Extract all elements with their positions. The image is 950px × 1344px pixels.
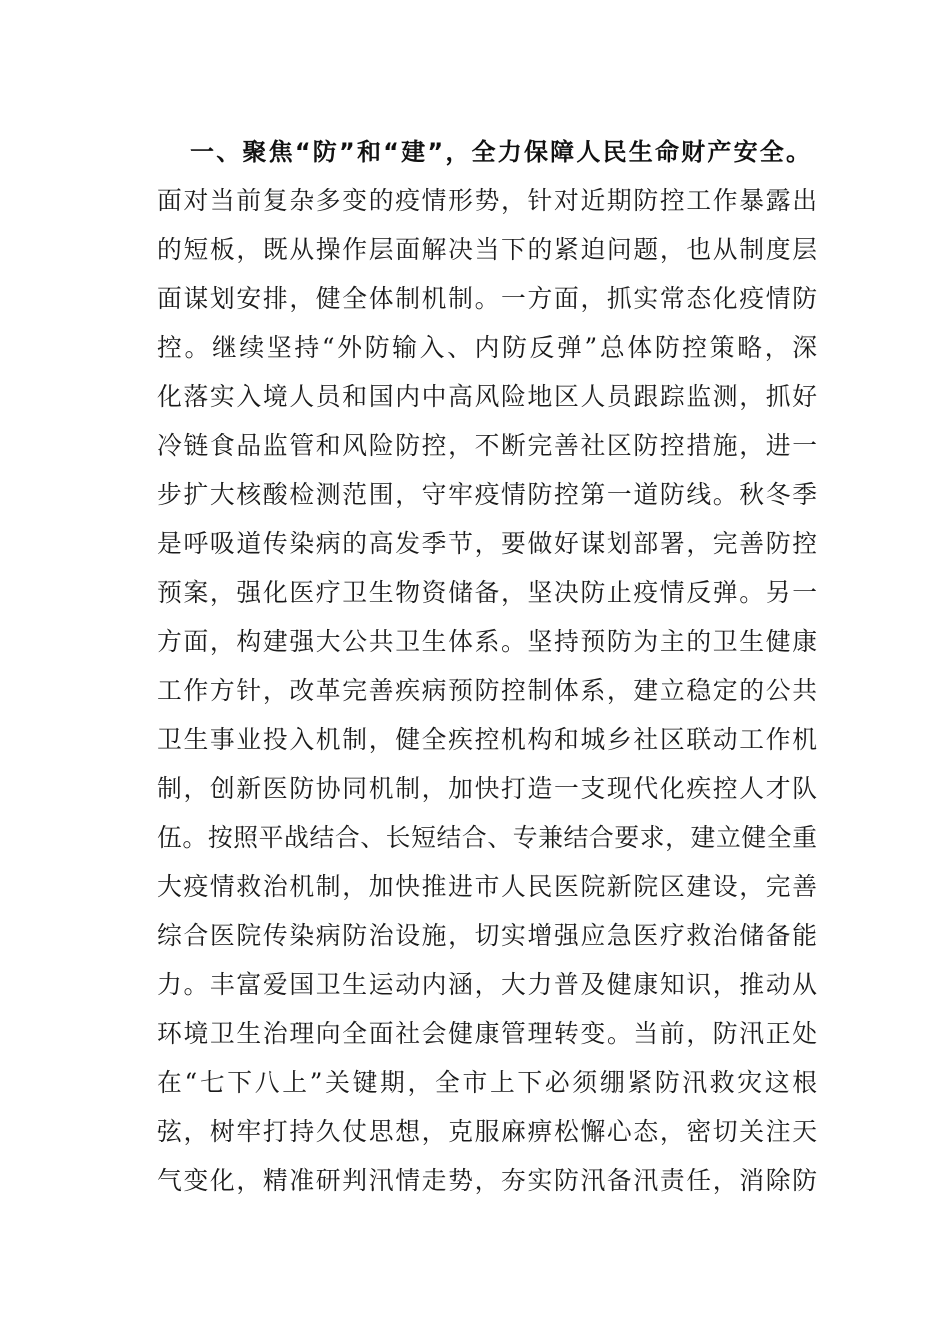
body-line: 控。继续坚持“外防输入、内防反弹”总体防控策略，深 <box>157 333 817 362</box>
body-line: 步扩大核酸检测范围，守牢疫情防控第一道防线。秋冬季 <box>157 480 817 509</box>
body-line: 气变化，精准研判汛情走势，夯实防汛备汛责任，消除防 <box>157 1166 817 1195</box>
body-line: 在“七下八上”关键期，全市上下必须绷紧防汛救灾这根 <box>157 1068 817 1097</box>
section-heading: 一、聚焦“防”和“建”，全力保障人民生命财产安全。 <box>190 138 810 166</box>
body-line: 弦，树牢打持久仗思想，克服麻痹松懈心态，密切关注天 <box>157 1117 817 1146</box>
body-line: 预案，强化医疗卫生物资储备，坚决防止疫情反弹。另一 <box>157 578 817 607</box>
body-line: 面对当前复杂多变的疫情形势，针对近期防控工作暴露出 <box>157 186 817 215</box>
body-line: 面谋划安排，健全体制机制。一方面，抓实常态化疫情防 <box>157 284 817 313</box>
body-line: 卫生事业投入机制，健全疾控机构和城乡社区联动工作机 <box>157 725 817 754</box>
body-line: 大疫情救治机制，加快推进市人民医院新院区建设，完善 <box>157 872 817 901</box>
body-line: 伍。按照平战结合、长短结合、专兼结合要求，建立健全重 <box>157 823 817 852</box>
body-line: 环境卫生治理向全面社会健康管理转变。当前，防汛正处 <box>157 1019 817 1048</box>
body-line: 综合医院传染病防治设施，切实增强应急医疗救治储备能 <box>157 921 817 950</box>
body-line: 是呼吸道传染病的高发季节，要做好谋划部署，完善防控 <box>157 529 817 558</box>
body-line: 的短板，既从操作层面解决当下的紧迫问题，也从制度层 <box>157 235 817 264</box>
body-line: 工作方针，改革完善疾病预防控制体系，建立稳定的公共 <box>157 676 817 705</box>
body-line: 力。丰富爱国卫生运动内涵，大力普及健康知识，推动从 <box>157 970 817 999</box>
body-line: 冷链食品监管和风险防控，不断完善社区防控措施，进一 <box>157 431 817 460</box>
body-line: 方面，构建强大公共卫生体系。坚持预防为主的卫生健康 <box>157 627 817 656</box>
body-line: 化落实入境人员和国内中高风险地区人员跟踪监测，抓好 <box>157 382 817 411</box>
body-line: 制，创新医防协同机制，加快打造一支现代化疾控人才队 <box>157 774 817 803</box>
